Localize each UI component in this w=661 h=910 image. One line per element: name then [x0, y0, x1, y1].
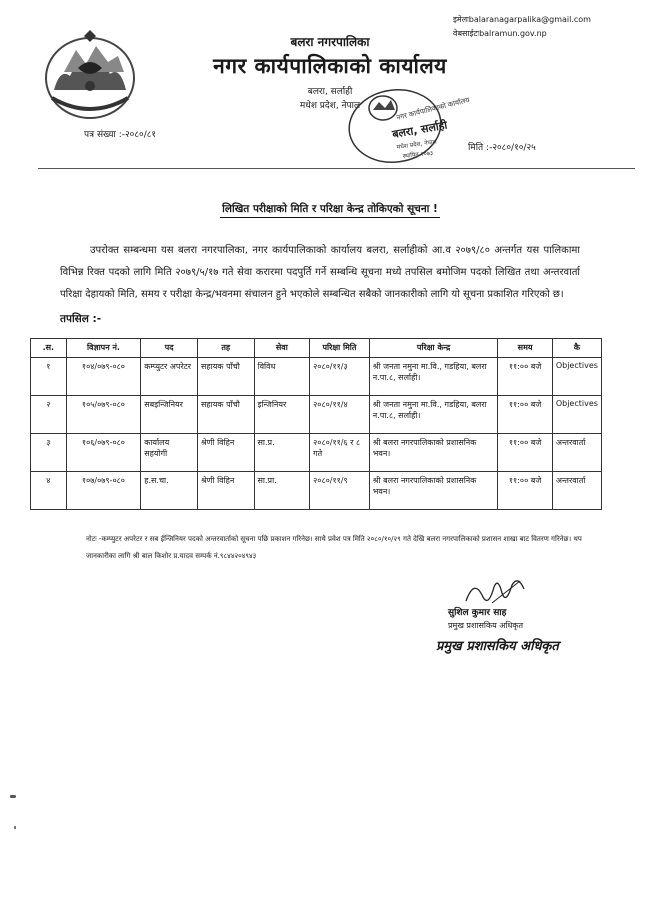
table-cell: २०८०/११/६ र ८ गते — [310, 434, 370, 472]
notice-body: उपरोक्त सम्बन्धमा यस बलरा नगरपालिका, नगर कार्यपालिकाको कार्यालय बलरा, सर्लाहीको आ.व २०७९/८० अन्तर्गत यस पालिकामा विभिन्न रिक्त पदको लागि मिति २०७९/५/१७ गते सेवा करारमा पदपुर्ति गर्ने सम्बन्धि सूचना मध्ये तपसिल बमोजिम पदको लिखित तथा अन्तरवार्ता परिक्षा देहायको मिति, समय र परीक्षा केन्द्र/भवनमा संचालन हुने भएकोले सम्बन्धित सबैको जानकारीको लागि यो सूचना प्रकाशित गरिएको छ। — [60, 245, 580, 300]
table-cell: श्री बलरा नगरपालिकाको प्रशासनिक भवन। — [369, 472, 498, 510]
table-cell: ११:०० बजे — [498, 396, 552, 434]
table-row — [31, 396, 602, 434]
table-cell: १०६/०७९-०८० — [66, 434, 141, 472]
table-cell: १ — [31, 358, 67, 396]
table-cell: ३ — [31, 434, 67, 472]
table-cell: ११:०० बजे — [498, 358, 552, 396]
table-cell: इन्जिनियर — [254, 396, 310, 434]
header-cell: कै — [552, 339, 601, 358]
table-cell: ४ — [31, 472, 67, 510]
table-cell: सहायक पाँचौ — [198, 358, 255, 396]
table-cell: सा.प्रा. — [254, 472, 310, 510]
table-cell: श्री बलरा नगरपालिकाको प्रशासनिक भवन। — [369, 434, 498, 472]
table-cell: Objectives — [552, 396, 601, 434]
schedule-label: तपसिल :- — [60, 313, 102, 325]
header-cell: .स. — [31, 339, 67, 358]
table-cell: कार्यालय सहयोगी — [141, 434, 198, 472]
scan-speck — [10, 795, 16, 798]
header-cell: विज्ञापन नं. — [66, 339, 141, 358]
seal-line-2: बलरा, सर्लाही — [391, 118, 449, 141]
header-divider — [38, 168, 635, 169]
table-cell: विविध — [254, 358, 310, 396]
address-line-1: बलरा, सर्लाही — [307, 87, 353, 97]
table-cell: श्री जनता नमुना मा.वि., गडहिया, बलरा न.पा.८, सर्लाही। — [369, 396, 498, 434]
table-cell: १०७/०७९-०८० — [66, 472, 141, 510]
email-text: इमेलःbalaranagarpalika@gmail.com — [453, 15, 591, 24]
website-text: वेबसाईटःbalramun.gov.np — [453, 29, 547, 38]
office-name: नगर कार्यपालिकाको कार्यालय — [213, 54, 447, 78]
header-cell: परिक्षा केन्द्र — [369, 339, 498, 358]
seal-line-3: मधेश प्रदेश, नेपाल — [396, 138, 438, 151]
table-header-row — [31, 339, 602, 358]
signatory-title: प्रमुख प्रशासकिय अधिकृत — [448, 621, 524, 630]
exam-schedule-table — [30, 338, 602, 510]
header-cell: सेवा — [254, 339, 310, 358]
signatory-name: सुशिल कुमार साह — [448, 608, 507, 618]
table-cell: २०८०/११/३ — [310, 358, 370, 396]
table-cell: ११:०० बजे — [498, 472, 552, 510]
header-cell: परिक्षा मिति — [310, 339, 370, 358]
address-line-2: मधेश प्रदेश, नेपाल — [299, 101, 361, 111]
table-cell: १०४/०७९-०८० — [66, 358, 141, 396]
table-cell: ह.स.चा. — [141, 472, 198, 510]
table-cell: श्रेणी विहिन — [198, 434, 255, 472]
table-row — [31, 434, 602, 472]
notice-subject — [40, 202, 620, 216]
table-cell: श्रेणी विहिन — [198, 472, 255, 510]
table-cell: सबइन्जिनियर — [141, 396, 198, 434]
table-cell: अन्तरवार्ता — [552, 472, 601, 510]
footnote: नोटः -कम्प्युटर अपरेटर र सब ईन्जिनियर पदको अन्तरवार्ताको सूचना पछि प्रकाशन गरिनेछ। साथै प्रवेश पत्र मिति २०८०/१०/२९ गते देखि बलरा नगरपालिकाको प्रशासन शाखा बाट वितरण गरिनेछ। थप जानकारीका लागि श्री बाल किशोर प्र.यादव सम्पर्क नं.९८४४२०४९४३ — [86, 535, 582, 560]
table-row — [31, 358, 602, 396]
table-cell: १०५/०७९-०८० — [66, 396, 141, 434]
reference-number: पत्र संख्या :-२०८०/८१ — [84, 130, 157, 140]
table-cell: २०८०/११/४ — [310, 396, 370, 434]
seal-line-4: स्थापित २०७३ — [402, 149, 434, 160]
table-cell: सहायक पाँचौ — [198, 396, 255, 434]
table-cell: श्री जनता नमुना मा.वि., गडहिया, बलरा न.पा.८, सर्लाही। — [369, 358, 498, 396]
subject-text: लिखित परीक्षाको मिति र परिक्षा केन्द्र तोकिएको सूचना ! — [220, 203, 440, 218]
table-cell: २ — [31, 396, 67, 434]
municipality-name: बलरा नगरपालिका — [290, 35, 370, 49]
header-cell: पद — [141, 339, 198, 358]
letter-date: मिति :-२०८०/१०/२५ — [468, 143, 536, 153]
office-seal-stamp — [345, 86, 471, 166]
table-cell: सा.प्र. — [254, 434, 310, 472]
table-cell: Objectives — [552, 358, 601, 396]
seal-line-1: नगर कार्यपालिकाको कार्यालय — [395, 96, 471, 122]
nepal-emblem-icon — [40, 28, 140, 123]
table-cell: २०८०/११/९ — [310, 472, 370, 510]
table-row — [31, 472, 602, 510]
table-cell: अन्तरवार्ता — [552, 434, 601, 472]
header-cell: तह — [198, 339, 255, 358]
scan-speck — [14, 826, 16, 829]
table-cell: कम्प्युटर अपरेटर — [141, 358, 198, 396]
table-cell: ११:०० बजे — [498, 434, 552, 472]
designation-stamp: प्रमुख प्रशासकिय अधिकृत — [436, 639, 559, 654]
header-cell: समय — [498, 339, 552, 358]
